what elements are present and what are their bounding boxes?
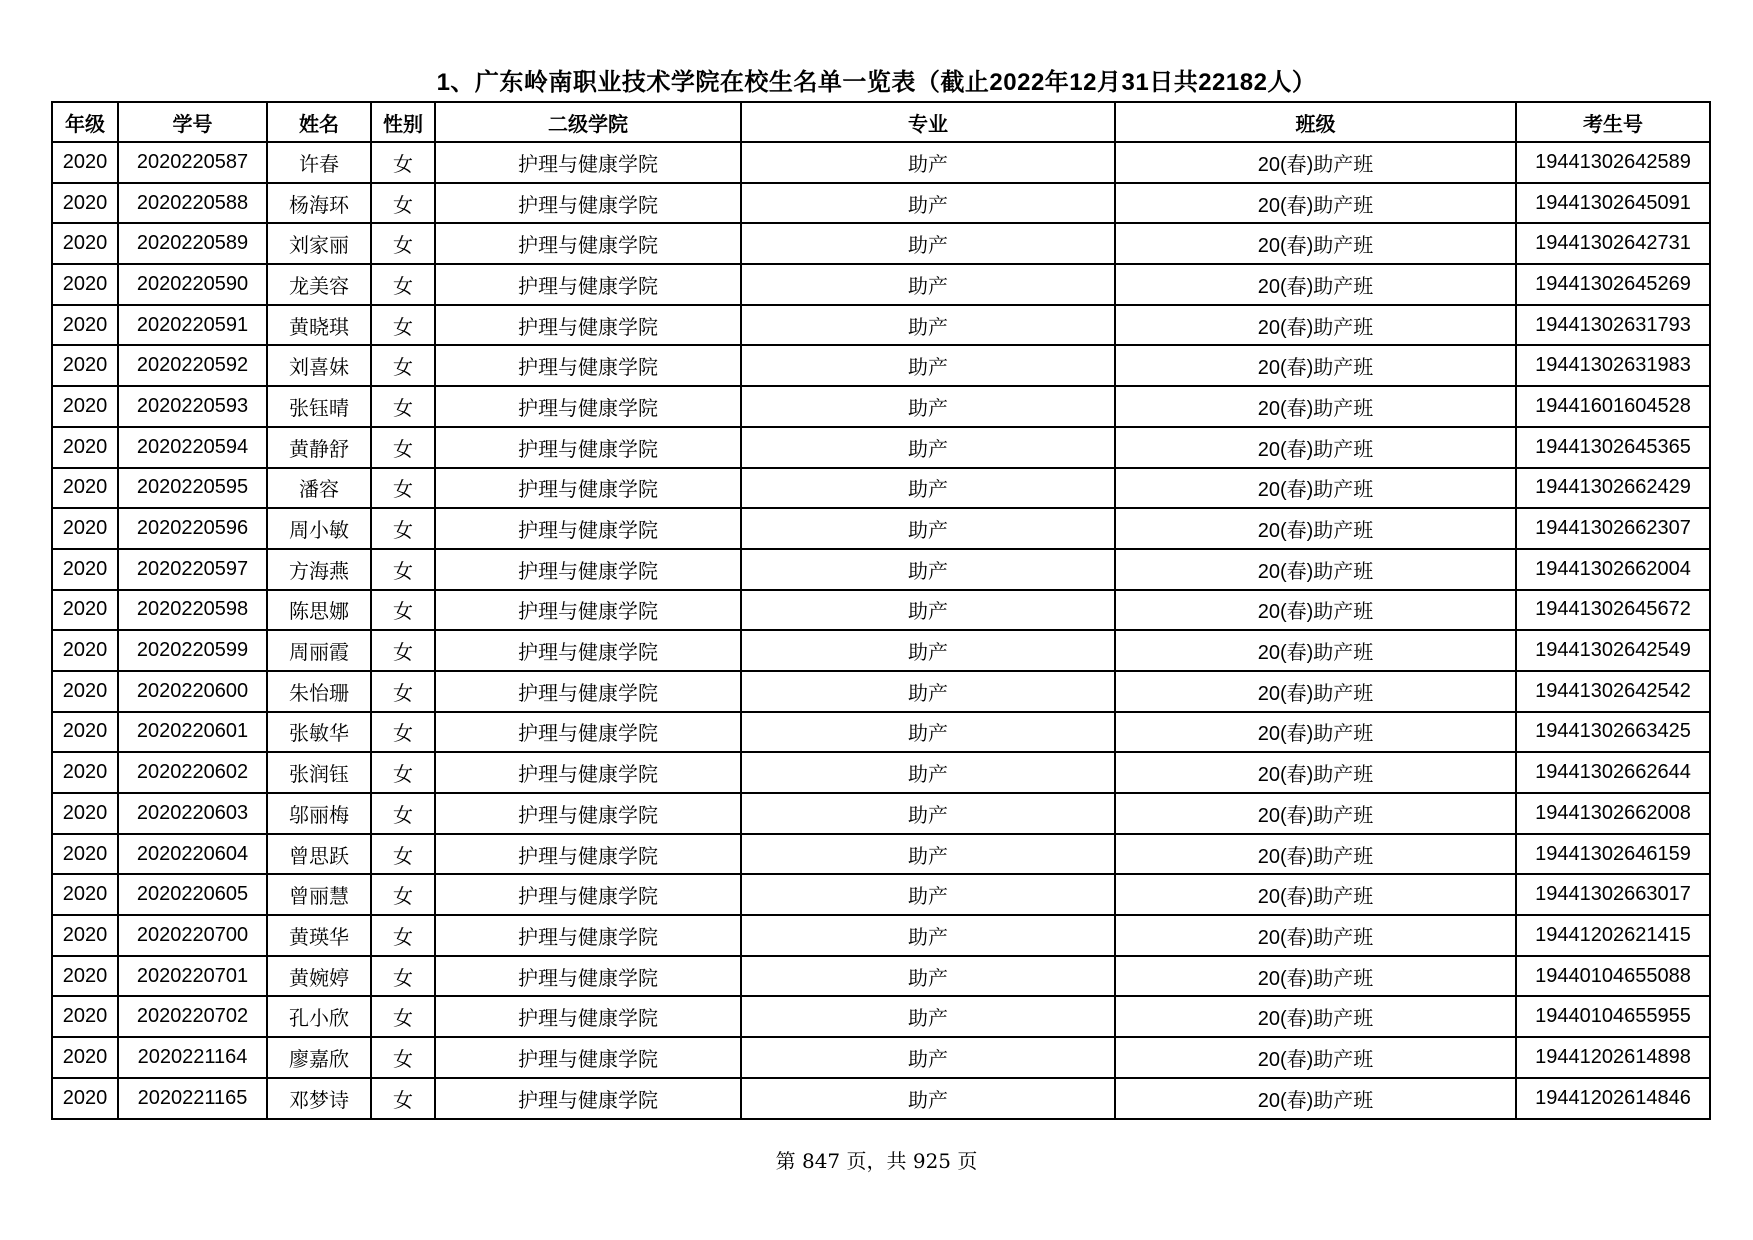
grade-cell: 2020 xyxy=(52,305,118,346)
student-id-cell: 2020220700 xyxy=(118,915,267,956)
page-title: 1、广东岭南职业技术学院在校生名单一览表（截止2022年12月31日共22182人） xyxy=(436,69,1317,96)
grade-cell: 2020 xyxy=(52,834,118,875)
exam-number-cell: 19441302662307 xyxy=(1516,508,1710,549)
student-id-cell: 2020220599 xyxy=(118,630,267,671)
table-row xyxy=(52,223,1710,264)
grade-cell: 2020 xyxy=(52,590,118,631)
table-row xyxy=(52,345,1710,386)
exam-number-cell: 19441302642542 xyxy=(1516,671,1710,712)
major-cell: 助产 xyxy=(741,142,1115,183)
student-id-cell: 2020220701 xyxy=(118,956,267,997)
class-cell: 20(春)助产班 xyxy=(1115,345,1516,386)
exam-number-cell: 19440104655088 xyxy=(1516,956,1710,997)
exam-number-cell: 19441302631793 xyxy=(1516,305,1710,346)
class-cell: 20(春)助产班 xyxy=(1115,712,1516,753)
page-number-footer: 第 847 页，共 925 页 xyxy=(775,1149,978,1173)
student-id-cell: 2020220588 xyxy=(118,183,267,224)
grade-cell: 2020 xyxy=(52,915,118,956)
college-cell: 护理与健康学院 xyxy=(435,345,741,386)
college-cell: 护理与健康学院 xyxy=(435,1037,741,1078)
student-id-cell: 2020221165 xyxy=(118,1078,267,1119)
gender-cell: 女 xyxy=(371,874,435,915)
major-cell: 助产 xyxy=(741,915,1115,956)
table-row xyxy=(52,1037,1710,1078)
name-cell: 张钰晴 xyxy=(267,386,371,427)
exam-number-cell: 19441302631983 xyxy=(1516,345,1710,386)
college-cell: 护理与健康学院 xyxy=(435,386,741,427)
grade-cell: 2020 xyxy=(52,223,118,264)
college-cell: 护理与健康学院 xyxy=(435,793,741,834)
exam-number-cell: 19441302642549 xyxy=(1516,630,1710,671)
class-cell: 20(春)助产班 xyxy=(1115,834,1516,875)
grade-cell: 2020 xyxy=(52,386,118,427)
grade-cell: 2020 xyxy=(52,874,118,915)
name-cell: 曾丽慧 xyxy=(267,874,371,915)
name-cell: 孔小欣 xyxy=(267,996,371,1037)
exam-number-cell: 19441302663425 xyxy=(1516,712,1710,753)
major-cell: 助产 xyxy=(741,630,1115,671)
major-cell: 助产 xyxy=(741,468,1115,509)
table-row xyxy=(52,590,1710,631)
exam-number-cell: 19441601604528 xyxy=(1516,386,1710,427)
major-cell: 助产 xyxy=(741,996,1115,1037)
class-cell: 20(春)助产班 xyxy=(1115,386,1516,427)
gender-cell: 女 xyxy=(371,630,435,671)
name-cell: 周小敏 xyxy=(267,508,371,549)
name-cell: 朱怡珊 xyxy=(267,671,371,712)
gender-cell: 女 xyxy=(371,752,435,793)
major-cell: 助产 xyxy=(741,752,1115,793)
grade-cell: 2020 xyxy=(52,427,118,468)
student-id-cell: 2020220595 xyxy=(118,468,267,509)
grade-cell: 2020 xyxy=(52,549,118,590)
major-cell: 助产 xyxy=(741,834,1115,875)
student-id-cell: 2020220603 xyxy=(118,793,267,834)
student-id-cell: 2020220604 xyxy=(118,834,267,875)
class-cell: 20(春)助产班 xyxy=(1115,1037,1516,1078)
grade-cell: 2020 xyxy=(52,508,118,549)
major-cell: 助产 xyxy=(741,874,1115,915)
name-cell: 邬丽梅 xyxy=(267,793,371,834)
class-cell: 20(春)助产班 xyxy=(1115,142,1516,183)
table-row xyxy=(52,915,1710,956)
class-cell: 20(春)助产班 xyxy=(1115,671,1516,712)
exam-number-cell: 19441202621415 xyxy=(1516,915,1710,956)
exam-number-cell: 19441302645269 xyxy=(1516,264,1710,305)
college-cell: 护理与健康学院 xyxy=(435,915,741,956)
college-cell: 护理与健康学院 xyxy=(435,956,741,997)
table-row xyxy=(52,834,1710,875)
name-cell: 周丽霞 xyxy=(267,630,371,671)
table-row xyxy=(52,793,1710,834)
gender-cell: 女 xyxy=(371,183,435,224)
table-row xyxy=(52,468,1710,509)
grade-cell: 2020 xyxy=(52,264,118,305)
major-cell: 助产 xyxy=(741,386,1115,427)
table-row xyxy=(52,752,1710,793)
table-row xyxy=(52,142,1710,183)
gender-cell: 女 xyxy=(371,590,435,631)
college-cell: 护理与健康学院 xyxy=(435,549,741,590)
gender-cell: 女 xyxy=(371,1037,435,1078)
table-row xyxy=(52,386,1710,427)
exam-number-cell: 19441302663017 xyxy=(1516,874,1710,915)
class-cell: 20(春)助产班 xyxy=(1115,956,1516,997)
student-id-cell: 2020220605 xyxy=(118,874,267,915)
exam-number-cell: 19441302662008 xyxy=(1516,793,1710,834)
table-body xyxy=(52,142,1710,1119)
gender-cell: 女 xyxy=(371,468,435,509)
major-cell: 助产 xyxy=(741,1037,1115,1078)
college-cell: 护理与健康学院 xyxy=(435,142,741,183)
table-row xyxy=(52,1078,1710,1119)
header-row xyxy=(52,102,1710,142)
college-cell: 护理与健康学院 xyxy=(435,874,741,915)
class-cell: 20(春)助产班 xyxy=(1115,630,1516,671)
header-class: 班级 xyxy=(1115,102,1516,142)
name-cell: 方海燕 xyxy=(267,549,371,590)
gender-cell: 女 xyxy=(371,345,435,386)
student-id-cell: 2020220601 xyxy=(118,712,267,753)
table-row xyxy=(52,712,1710,753)
major-cell: 助产 xyxy=(741,427,1115,468)
gender-cell: 女 xyxy=(371,223,435,264)
header-college: 二级学院 xyxy=(435,102,741,142)
college-cell: 护理与健康学院 xyxy=(435,223,741,264)
college-cell: 护理与健康学院 xyxy=(435,996,741,1037)
student-id-cell: 2020220594 xyxy=(118,427,267,468)
major-cell: 助产 xyxy=(741,305,1115,346)
major-cell: 助产 xyxy=(741,1078,1115,1119)
grade-cell: 2020 xyxy=(52,671,118,712)
gender-cell: 女 xyxy=(371,956,435,997)
name-cell: 陈思娜 xyxy=(267,590,371,631)
gender-cell: 女 xyxy=(371,264,435,305)
exam-number-cell: 19441302645365 xyxy=(1516,427,1710,468)
exam-number-cell: 19440104655955 xyxy=(1516,996,1710,1037)
name-cell: 黄晓琪 xyxy=(267,305,371,346)
class-cell: 20(春)助产班 xyxy=(1115,793,1516,834)
table-row xyxy=(52,671,1710,712)
name-cell: 刘喜妹 xyxy=(267,345,371,386)
grade-cell: 2020 xyxy=(52,1037,118,1078)
table-row xyxy=(52,264,1710,305)
name-cell: 曾思跃 xyxy=(267,834,371,875)
header-name: 姓名 xyxy=(267,102,371,142)
student-id-cell: 2020220590 xyxy=(118,264,267,305)
college-cell: 护理与健康学院 xyxy=(435,630,741,671)
college-cell: 护理与健康学院 xyxy=(435,590,741,631)
class-cell: 20(春)助产班 xyxy=(1115,427,1516,468)
grade-cell: 2020 xyxy=(52,345,118,386)
gender-cell: 女 xyxy=(371,834,435,875)
table-row xyxy=(52,183,1710,224)
table-row xyxy=(52,427,1710,468)
grade-cell: 2020 xyxy=(52,712,118,753)
student-id-cell: 2020220592 xyxy=(118,345,267,386)
class-cell: 20(春)助产班 xyxy=(1115,590,1516,631)
name-cell: 廖嘉欣 xyxy=(267,1037,371,1078)
exam-number-cell: 19441302662429 xyxy=(1516,468,1710,509)
grade-cell: 2020 xyxy=(52,752,118,793)
class-cell: 20(春)助产班 xyxy=(1115,915,1516,956)
name-cell: 黄瑛华 xyxy=(267,915,371,956)
header-gender: 性别 xyxy=(371,102,435,142)
major-cell: 助产 xyxy=(741,671,1115,712)
college-cell: 护理与健康学院 xyxy=(435,712,741,753)
exam-number-cell: 19441302645091 xyxy=(1516,183,1710,224)
header-grade: 年级 xyxy=(52,102,118,142)
student-id-cell: 2020220596 xyxy=(118,508,267,549)
major-cell: 助产 xyxy=(741,223,1115,264)
college-cell: 护理与健康学院 xyxy=(435,427,741,468)
class-cell: 20(春)助产班 xyxy=(1115,183,1516,224)
grade-cell: 2020 xyxy=(52,630,118,671)
gender-cell: 女 xyxy=(371,386,435,427)
header-student-id: 学号 xyxy=(118,102,267,142)
major-cell: 助产 xyxy=(741,345,1115,386)
name-cell: 黄静舒 xyxy=(267,427,371,468)
exam-number-cell: 19441302642589 xyxy=(1516,142,1710,183)
gender-cell: 女 xyxy=(371,793,435,834)
class-cell: 20(春)助产班 xyxy=(1115,1078,1516,1119)
grade-cell: 2020 xyxy=(52,793,118,834)
student-id-cell: 2020220600 xyxy=(118,671,267,712)
college-cell: 护理与健康学院 xyxy=(435,834,741,875)
student-id-cell: 2020221164 xyxy=(118,1037,267,1078)
name-cell: 许春 xyxy=(267,142,371,183)
table-row xyxy=(52,630,1710,671)
major-cell: 助产 xyxy=(741,712,1115,753)
gender-cell: 女 xyxy=(371,427,435,468)
name-cell: 刘家丽 xyxy=(267,223,371,264)
class-cell: 20(春)助产班 xyxy=(1115,752,1516,793)
major-cell: 助产 xyxy=(741,956,1115,997)
header-exam-number: 考生号 xyxy=(1516,102,1710,142)
grade-cell: 2020 xyxy=(52,956,118,997)
grade-cell: 2020 xyxy=(52,142,118,183)
major-cell: 助产 xyxy=(741,793,1115,834)
name-cell: 黄婉婷 xyxy=(267,956,371,997)
grade-cell: 2020 xyxy=(52,1078,118,1119)
gender-cell: 女 xyxy=(371,671,435,712)
name-cell: 杨海环 xyxy=(267,183,371,224)
name-cell: 潘容 xyxy=(267,468,371,509)
class-cell: 20(春)助产班 xyxy=(1115,874,1516,915)
college-cell: 护理与健康学院 xyxy=(435,468,741,509)
table-row xyxy=(52,874,1710,915)
class-cell: 20(春)助产班 xyxy=(1115,468,1516,509)
table-row xyxy=(52,996,1710,1037)
student-id-cell: 2020220597 xyxy=(118,549,267,590)
gender-cell: 女 xyxy=(371,1078,435,1119)
student-id-cell: 2020220589 xyxy=(118,223,267,264)
header-major: 专业 xyxy=(741,102,1115,142)
table-row xyxy=(52,549,1710,590)
major-cell: 助产 xyxy=(741,549,1115,590)
class-cell: 20(春)助产班 xyxy=(1115,264,1516,305)
college-cell: 护理与健康学院 xyxy=(435,305,741,346)
student-id-cell: 2020220702 xyxy=(118,996,267,1037)
student-id-cell: 2020220602 xyxy=(118,752,267,793)
gender-cell: 女 xyxy=(371,305,435,346)
exam-number-cell: 19441302662004 xyxy=(1516,549,1710,590)
student-id-cell: 2020220591 xyxy=(118,305,267,346)
exam-number-cell: 19441302646159 xyxy=(1516,834,1710,875)
gender-cell: 女 xyxy=(371,915,435,956)
name-cell: 龙美容 xyxy=(267,264,371,305)
class-cell: 20(春)助产班 xyxy=(1115,508,1516,549)
exam-number-cell: 19441302662644 xyxy=(1516,752,1710,793)
exam-number-cell: 19441202614898 xyxy=(1516,1037,1710,1078)
name-cell: 邓梦诗 xyxy=(267,1078,371,1119)
table-row xyxy=(52,305,1710,346)
gender-cell: 女 xyxy=(371,712,435,753)
major-cell: 助产 xyxy=(741,590,1115,631)
class-cell: 20(春)助产班 xyxy=(1115,549,1516,590)
college-cell: 护理与健康学院 xyxy=(435,1078,741,1119)
name-cell: 张润钰 xyxy=(267,752,371,793)
gender-cell: 女 xyxy=(371,142,435,183)
college-cell: 护理与健康学院 xyxy=(435,183,741,224)
grade-cell: 2020 xyxy=(52,183,118,224)
exam-number-cell: 19441302645672 xyxy=(1516,590,1710,631)
table-row xyxy=(52,508,1710,549)
college-cell: 护理与健康学院 xyxy=(435,508,741,549)
class-cell: 20(春)助产班 xyxy=(1115,305,1516,346)
college-cell: 护理与健康学院 xyxy=(435,671,741,712)
table-row xyxy=(52,956,1710,997)
gender-cell: 女 xyxy=(371,549,435,590)
student-id-cell: 2020220593 xyxy=(118,386,267,427)
major-cell: 助产 xyxy=(741,264,1115,305)
class-cell: 20(春)助产班 xyxy=(1115,223,1516,264)
grade-cell: 2020 xyxy=(52,996,118,1037)
student-id-cell: 2020220587 xyxy=(118,142,267,183)
grade-cell: 2020 xyxy=(52,468,118,509)
gender-cell: 女 xyxy=(371,508,435,549)
gender-cell: 女 xyxy=(371,996,435,1037)
student-roster-table xyxy=(51,101,1711,1120)
exam-number-cell: 19441302642731 xyxy=(1516,223,1710,264)
college-cell: 护理与健康学院 xyxy=(435,752,741,793)
college-cell: 护理与健康学院 xyxy=(435,264,741,305)
major-cell: 助产 xyxy=(741,508,1115,549)
student-id-cell: 2020220598 xyxy=(118,590,267,631)
major-cell: 助产 xyxy=(741,183,1115,224)
exam-number-cell: 19441202614846 xyxy=(1516,1078,1710,1119)
class-cell: 20(春)助产班 xyxy=(1115,996,1516,1037)
name-cell: 张敏华 xyxy=(267,712,371,753)
